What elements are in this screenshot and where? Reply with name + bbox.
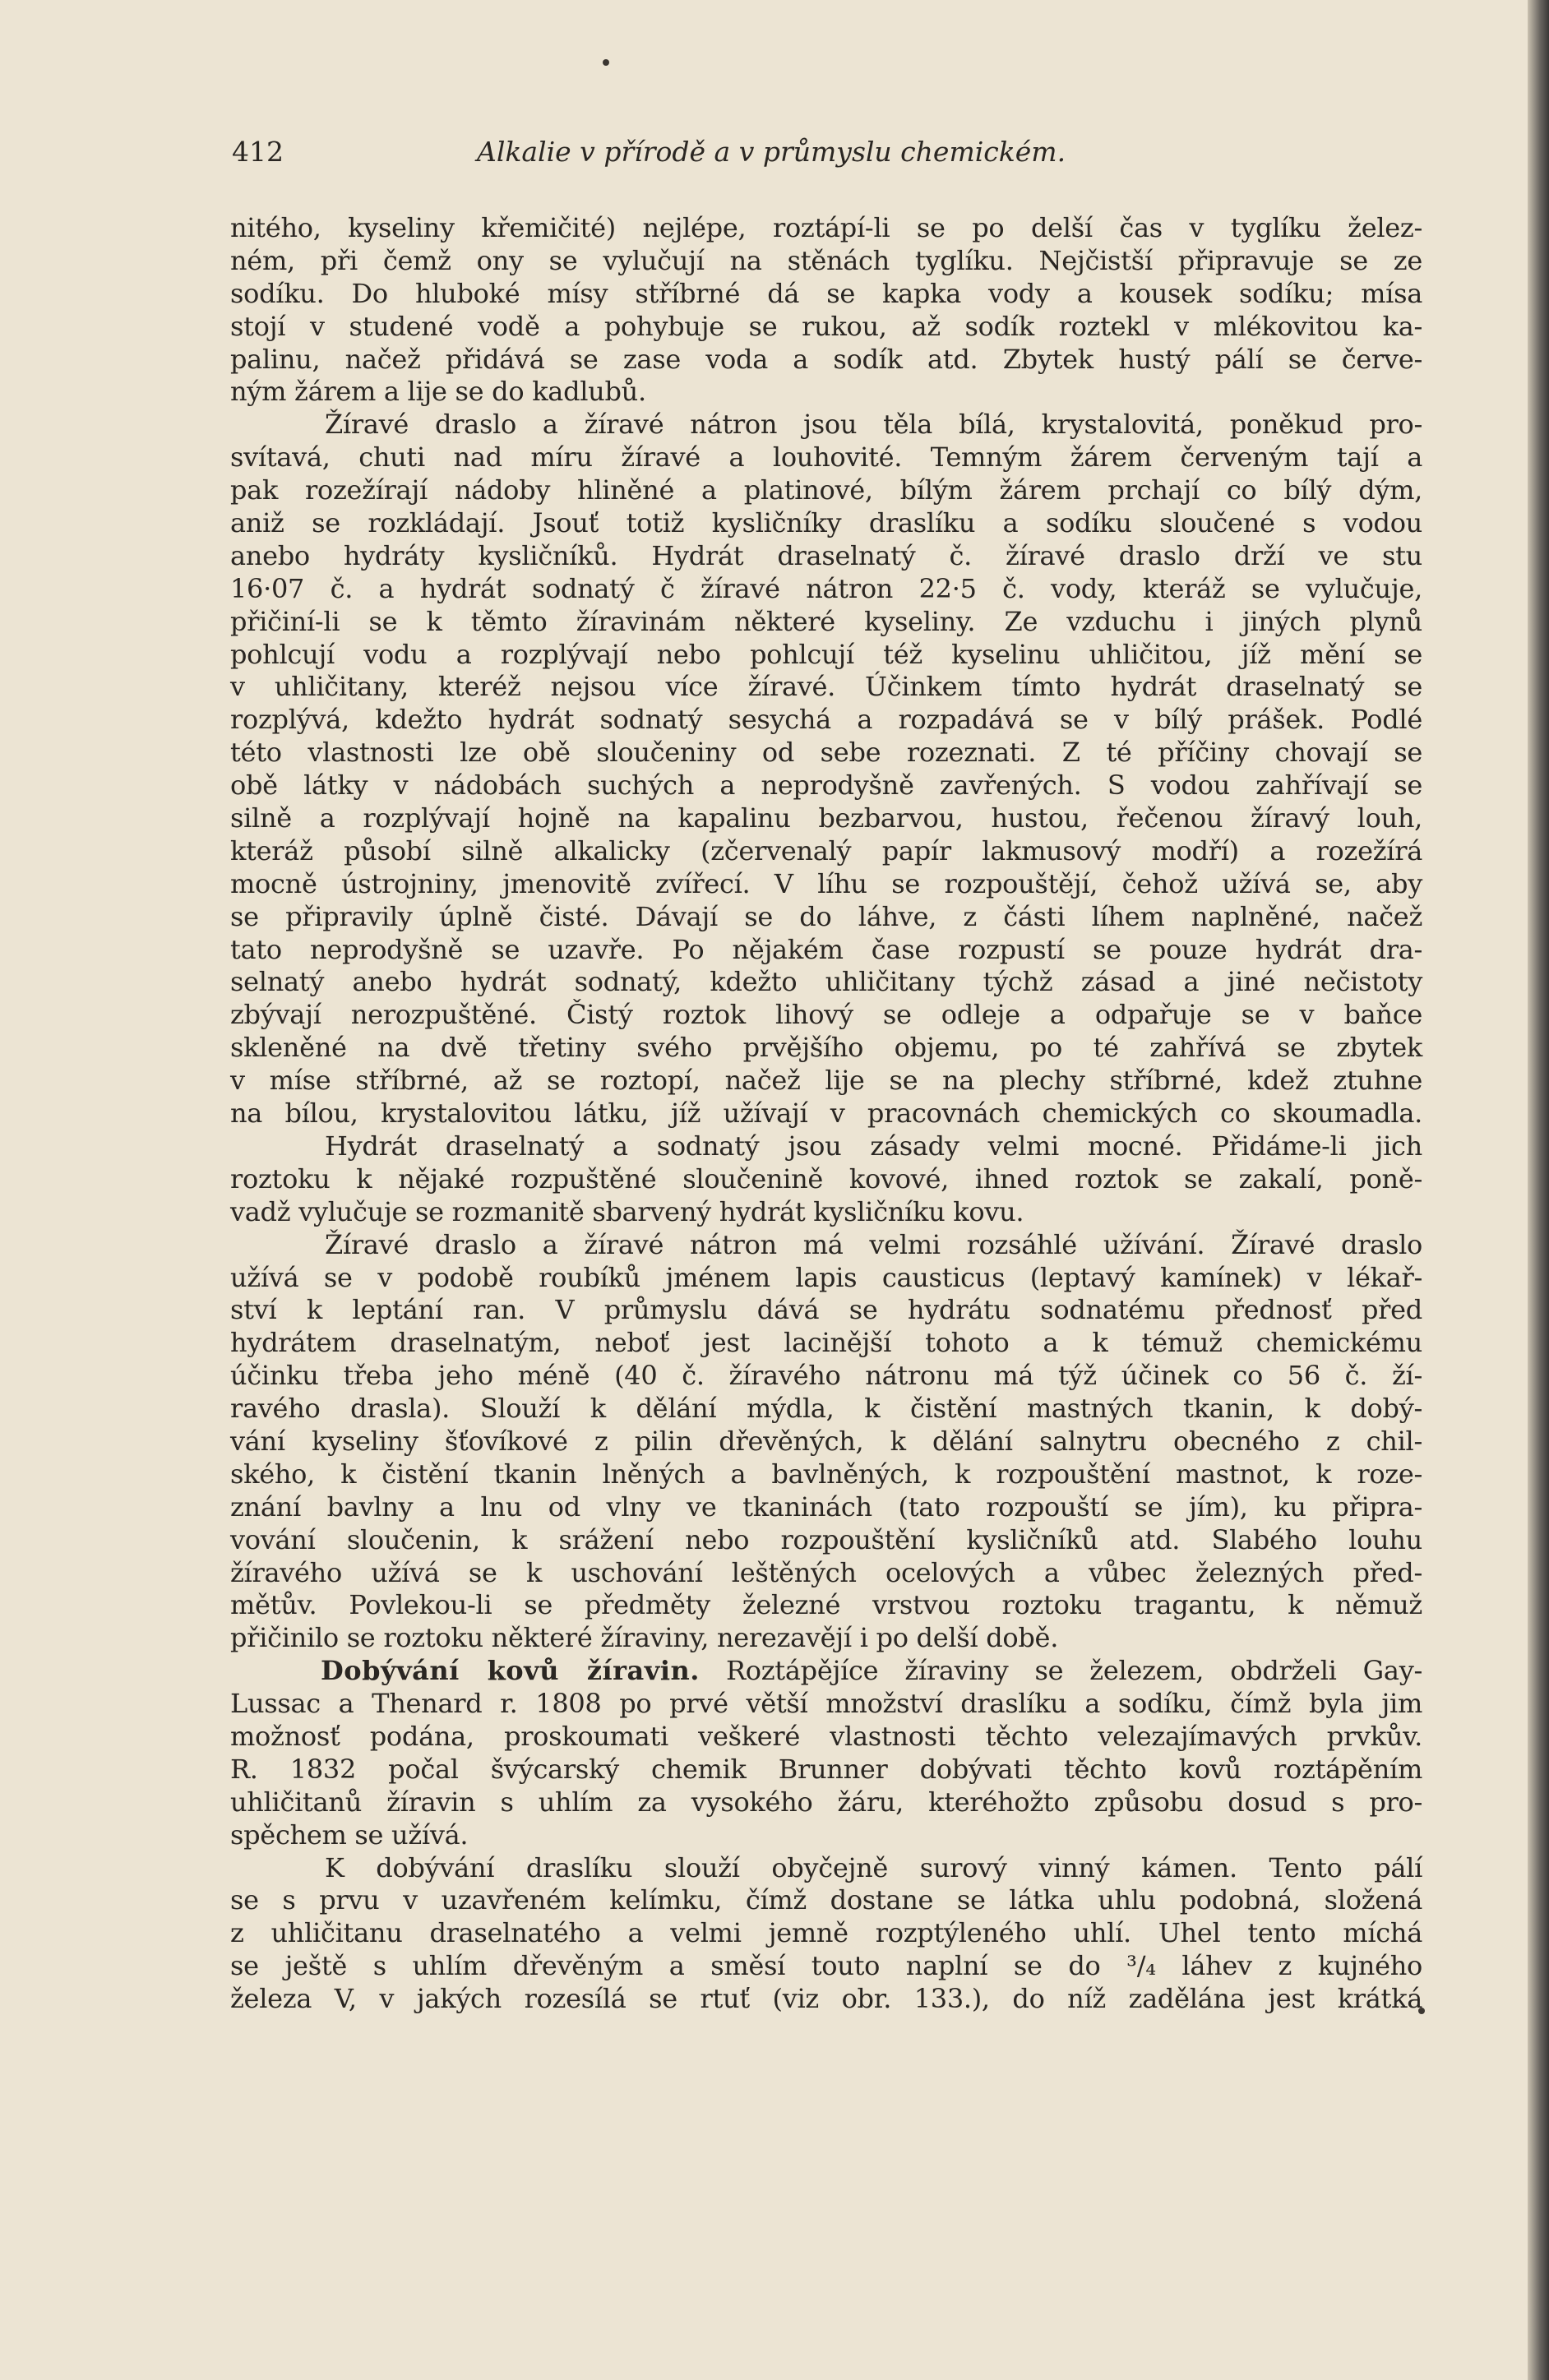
text-line: ského, k čistění tkanin lněných a bavlněných, k rozpouštění mastnot, k roze- — [230, 1458, 1422, 1490]
text-line: přičinilo se roztoku některé žíraviny, nerezavějí i po delší době. — [230, 1622, 1059, 1654]
body-text — [230, 212, 1422, 2016]
text-line: obě látky v nádobách suchých a neprodyšně zavřených. S vodou zahřívají se — [230, 769, 1422, 802]
paragraph — [230, 1852, 1422, 2016]
ink-speck-top — [603, 59, 609, 66]
text-line: stojí v studené vodě a pohybuje se rukou, až sodík roztekl v mlékovitou ka- — [230, 310, 1422, 342]
text-line: sodíku. Do hluboké mísy stříbrné dá se kapka vody a kousek sodíku; mísa — [230, 277, 1422, 309]
text-line: silně a rozplývají hojně na kapalinu bezbarvou, hustou, řečenou žíravý louh, — [230, 802, 1422, 834]
page-number: 412 — [232, 136, 284, 168]
text-line: aniž se rozkládají. Jsouť totiž kysličníky draslíku a sodíku sloučené s vodou — [230, 507, 1422, 539]
paragraph — [230, 409, 1422, 1130]
text-line: ravého drasla). Slouží k dělání mýdla, k čistění mastných tkanin, k dobý- — [230, 1393, 1422, 1425]
text-line: roztoku k nějaké rozpuštěné sloučenině kovové, ihned roztok se zakalí, poně- — [230, 1162, 1422, 1195]
text-line: železa V, v jakých rozesílá se rtuť (viz obr. 133.), do níž zadělána jest krátká — [230, 1983, 1422, 2015]
text-run: Roztápějíce žíraviny se železem, obdrželi Gay- — [699, 1655, 1422, 1687]
running-title: Alkalie v přírodě a v průmyslu chemickém. — [477, 136, 1066, 168]
text-line: palinu, načež přidává se zase voda a sodík atd. Zbytek hustý pálí se červe- — [230, 343, 1422, 375]
text-line: mocně ústrojniny, jmenovitě zvířecí. V líhu se rozpouštějí, čehož užívá se, aby — [230, 867, 1422, 899]
text-line: pak rozežírají nádoby hliněné a platinové, bílým žárem prchají co bílý dým, — [230, 474, 1422, 506]
text-line: Žíravé draslo a žíravé nátron má velmi rozsáhlé užívání. Žíravé draslo — [325, 1228, 1422, 1260]
text-line: anebo hydráty kysličníků. Hydrát draselnatý č. žíravé draslo drží ve stu — [230, 539, 1422, 571]
text-line: užívá se v podobě roubíků jménem lapis causticus (leptavý kamínek) v lékař- — [230, 1261, 1422, 1293]
text-line: Žíravé draslo a žíravé nátron jsou těla bílá, krystalovitá, poněkud pro- — [325, 409, 1422, 441]
text-line: pohlcují vodu a rozplývají nebo pohlcují též kyselinu uhličitou, jíž mění se — [230, 638, 1422, 670]
text-line: přičiní-li se k těmto žíravinám některé kyseliny. Ze vzduchu i jiných plynů — [230, 605, 1422, 637]
text-line: účinku třeba jeho méně (40 č. žíravého nátronu má týž účinek co 56 č. ží- — [230, 1360, 1422, 1392]
text-line: v uhličitany, kteréž nejsou více žíravé. Účinkem tímto hydrát draselnatý se — [230, 671, 1422, 703]
text-line: kteráž působí silně alkalicky (zčervenalý papír lakmusový modří) a rozežírá — [230, 834, 1422, 867]
text-line: tato neprodyšně se uzavře. Po nějakém čase rozpustí se pouze hydrát dra- — [230, 933, 1422, 965]
text-line: uhličitanů žíravin s uhlím za vysokého žáru, kteréhožto způsobu dosud s pro- — [230, 1786, 1422, 1818]
text-line: hydrátem draselnatým, neboť jest lacinější tohoto a k témuž chemickému — [230, 1327, 1422, 1359]
page-edge-shadow — [1528, 0, 1549, 2380]
text-line: vadž vylučuje se rozmanitě sbarvený hydrát kysličníku kovu. — [230, 1195, 1024, 1227]
text-line: se připravily úplně čisté. Dávají se do láhve, z části líhem naplněné, načež — [230, 900, 1422, 932]
text-line: Lussac a Thenard r. 1808 po prvé větší množství draslíku a sodíku, čímž byla jim — [230, 1688, 1422, 1720]
text-line: nitého, kyseliny křemičité) nejlépe, roztápí-li se po delší čas v tyglíku želez- — [230, 212, 1422, 243]
paragraph — [230, 1130, 1422, 1229]
text-line — [230, 1655, 1422, 1688]
text-line: z uhličitanu draselnatého a velmi jemně rozptýleného uhlí. Uhel tento míchá — [230, 1917, 1422, 1949]
text-line: zbývají nerozpuštěné. Čistý roztok lihový se odleje a odpařuje se v baňce — [230, 999, 1422, 1031]
text-line: se ještě s uhlím dřevěným a směsí touto naplní se do ³/₄ láhev z kujného — [230, 1950, 1422, 1982]
text-line: K dobývání draslíku slouží obyčejně surový vinný kámen. Tento pálí — [325, 1851, 1422, 1883]
text-line: ství k leptání ran. V průmyslu dává se hydrátu sodnatému přednosť před — [230, 1294, 1422, 1326]
text-line: možnosť podána, proskoumati veškeré vlastnosti těchto velezajímavých prvkův. — [230, 1720, 1422, 1752]
text-line: vání kyseliny šťovíkové z pilin dřevěných, k dělání salnytru obecného z chil- — [230, 1425, 1422, 1457]
text-line: ným žárem a lije se do kadlubů. — [230, 376, 646, 408]
text-line: rozplývá, kdežto hydrát sodnatý sesychá a rozpadává se v bílý prášek. Podlé — [230, 704, 1422, 736]
text-line: vování sloučenin, k srážení nebo rozpouštění kysličníků atd. Slabého louhu — [230, 1523, 1422, 1555]
text-line: se s prvu v uzavřeném kelímku, čímž dostane se látka uhlu podobná, složená — [230, 1884, 1422, 1916]
text-line: mětův. Povlekou-li se předměty železné vrstvou roztoku tragantu, k němuž — [230, 1589, 1422, 1621]
text-line: této vlastnosti lze obě sloučeniny od sebe rozeznati. Z té příčiny chovají se — [230, 737, 1422, 769]
text-line: spěchem se užívá. — [230, 1819, 469, 1851]
text-line: znání bavlny a lnu od vlny ve tkaninách (tato rozpouští se jím), ku připra- — [230, 1490, 1422, 1523]
paragraph — [230, 1229, 1422, 1656]
text-line: ném, při čemž ony se vylučují na stěnách tyglíku. Nejčistší připravuje se ze — [230, 244, 1422, 276]
text-line: v míse stříbrné, až se roztopí, načež lije se na plechy stříbrné, kdež ztuhne — [230, 1065, 1422, 1097]
text-line: selnatý anebo hydrát sodnatý, kdežto uhličitany týchž zásad a jiné nečistoty — [230, 966, 1422, 998]
paragraph — [230, 212, 1422, 409]
text-line: skleněné na dvě třetiny svého prvějšího objemu, po té zahřívá se zbytek — [230, 1032, 1422, 1064]
text-line: 16·07 č. a hydrát sodnatý č žíravé nátron 22·5 č. vody, kteráž se vylučuje, — [230, 572, 1422, 604]
text-line: R. 1832 počal švýcarský chemik Brunner dobývati těchto kovů roztápěním — [230, 1753, 1422, 1785]
text-line: žíravého užívá se k uschování leštěných ocelových a vůbec železných před- — [230, 1556, 1422, 1588]
text-line: svítavá, chuti nad míru žíravé a louhovité. Temným žárem červeným tají a — [230, 441, 1422, 474]
text-line: Hydrát draselnatý a sodnatý jsou zásady velmi mocné. Přidáme-li jich — [325, 1130, 1422, 1162]
paragraph — [230, 1655, 1422, 1851]
section-lead-in: Dobývání kovů žíravin. — [321, 1655, 700, 1687]
page-header — [232, 136, 1422, 175]
text-line: na bílou, krystalovitou látku, jíž užívají v pracovnách chemických co skoumadla. — [230, 1098, 1422, 1130]
